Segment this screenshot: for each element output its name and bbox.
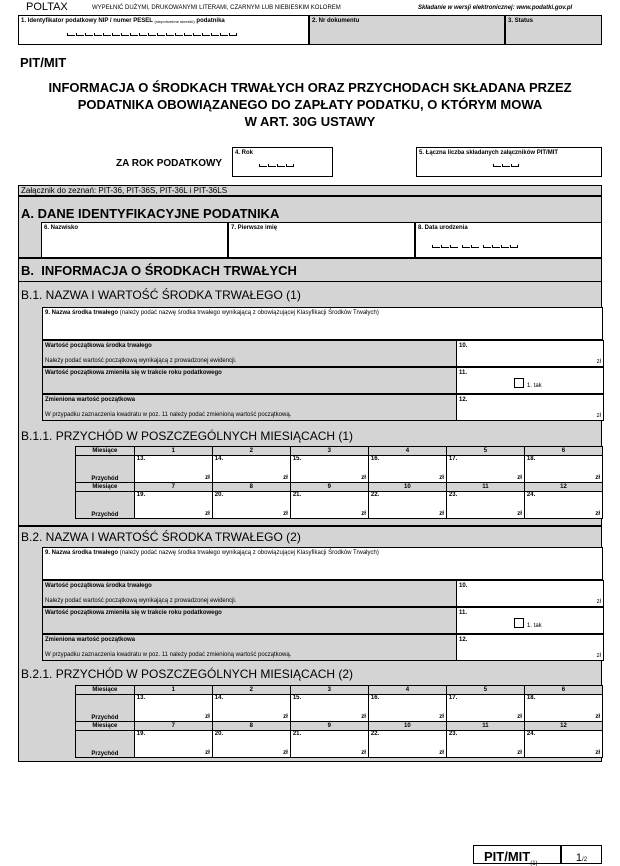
zl: zł xyxy=(361,750,366,756)
asset-1-new-note: W przypadku zaznaczenia kwadratu w poz. 11 należy podać zmienioną wartość początkową. xyxy=(45,412,292,418)
month-header: 12 xyxy=(524,722,602,731)
revenue-cell[interactable] xyxy=(134,492,212,519)
month-header: 4 xyxy=(368,686,446,695)
revenue-cell[interactable] xyxy=(446,695,524,722)
revenue-cell[interactable] xyxy=(212,492,290,519)
zl: zł xyxy=(283,475,288,481)
month-label: Miesiące xyxy=(76,447,135,456)
month-header: 3 xyxy=(290,447,368,456)
zl: zł xyxy=(517,475,522,481)
revenue-cell[interactable] xyxy=(368,456,446,483)
asset-1-changed-value xyxy=(456,367,604,394)
surname-field[interactable] xyxy=(41,222,228,258)
footer-code-sub: (1) xyxy=(530,861,538,866)
birthdate-ticks xyxy=(432,235,519,253)
page-number-box xyxy=(561,845,602,864)
revenue-cell[interactable] xyxy=(212,456,290,483)
asset-2-init-value[interactable] xyxy=(456,580,604,607)
zl: zł xyxy=(205,750,210,756)
zl: zł xyxy=(361,714,366,720)
month-label: Miesiące xyxy=(76,483,135,492)
month-header: 2 xyxy=(212,447,290,456)
month-header: 12 xyxy=(524,483,602,492)
electronic-note: Składanie w wersji elektronicznej: www.podatki.gov.pl xyxy=(418,5,573,11)
zl: zł xyxy=(517,511,522,517)
revenue-num: 21. xyxy=(292,731,302,737)
section-b xyxy=(18,258,602,282)
asset-2-new-label: Zmieniona wartość początkowa xyxy=(45,637,136,643)
month-header: 8 xyxy=(212,722,290,731)
zl: zł xyxy=(439,714,444,720)
revenue-cell[interactable] xyxy=(290,695,368,722)
asset-1-name-note: (należy podać nazwę środka trwałego wynikającą z obowiązującej Klasyfikacji Środków Trwałych) xyxy=(119,310,379,316)
month-header: 10 xyxy=(368,722,446,731)
zl: zł xyxy=(595,475,600,481)
doc-number-label: 2. Nr dokumentu xyxy=(312,18,360,24)
birthdate-label: 8. Data urodzenia xyxy=(418,225,468,231)
form-title xyxy=(20,79,600,130)
brand: POLTAX xyxy=(26,1,68,13)
revenue-num: 16. xyxy=(370,456,380,462)
revenue-label: Przychód xyxy=(76,695,135,722)
revenue-num: 23. xyxy=(448,492,458,498)
attachments-count-label: 5. Łączna liczba składanych załączników PIT/MIT xyxy=(419,150,559,156)
revenue-cell[interactable] xyxy=(446,456,524,483)
nip-label-tail: podatnika xyxy=(196,18,225,24)
month-header: 2 xyxy=(212,686,290,695)
revenue-num: 15. xyxy=(292,695,302,701)
asset-1-n12: 12. xyxy=(459,397,468,403)
revenue-cell[interactable] xyxy=(524,456,602,483)
asset-2-new-note: W przypadku zaznaczenia kwadratu w poz. 11 należy podać zmienioną wartość początkową. xyxy=(45,652,292,658)
revenue-cell[interactable] xyxy=(290,731,368,758)
asset-2-changed-label: Wartość początkowa zmieniła się w trakcie roku podatkowego xyxy=(45,610,222,616)
revenue-num: 24. xyxy=(526,492,536,498)
asset-2-month-table xyxy=(75,685,603,758)
revenue-num: 21. xyxy=(292,492,302,498)
month-label: Miesiące xyxy=(76,686,135,695)
zl: zł xyxy=(595,714,600,720)
zl: zł xyxy=(205,475,210,481)
asset-1-n10: 10. xyxy=(459,343,468,349)
form-code: PIT/MIT xyxy=(20,55,67,70)
title-line-2: PODATNIKA OBOWIĄZANEGO DO ZAPŁATY PODATKU, O KTÓRYM MOWA xyxy=(77,97,543,112)
asset-1-init-note: Należy podać wartość początkową wynikającą z prowadzonej ewidencji. xyxy=(45,358,237,364)
nip-label: 1. Identyfikator podatkowy NIP / numer PESEL xyxy=(21,18,153,24)
revenue-cell[interactable] xyxy=(134,731,212,758)
zl: zł xyxy=(517,750,522,756)
attachment-row xyxy=(18,185,602,196)
asset-2-init-label: Wartość początkowa środka trwałego xyxy=(45,583,152,589)
asset-1-zl-10: zł xyxy=(596,359,601,365)
revenue-cell[interactable] xyxy=(368,492,446,519)
zl: zł xyxy=(439,750,444,756)
doc-number-field xyxy=(309,15,505,45)
revenue-num: 13. xyxy=(136,695,146,701)
month-header: 4 xyxy=(368,447,446,456)
revenue-cell[interactable] xyxy=(524,695,602,722)
month-header: 6 xyxy=(524,686,602,695)
revenue-num: 18. xyxy=(526,695,536,701)
asset-2-changed-checkbox[interactable] xyxy=(514,618,524,628)
status-label: 3. Status xyxy=(508,18,534,24)
revenue-num: 19. xyxy=(136,731,146,737)
revenue-cell[interactable] xyxy=(368,731,446,758)
revenue-num: 24. xyxy=(526,731,536,737)
month-header: 7 xyxy=(134,722,212,731)
section-a-title: A. DANE IDENTYFIKACYJNE PODATNIKA xyxy=(21,206,280,221)
zl: zł xyxy=(283,714,288,720)
asset-2-init-row xyxy=(42,580,603,607)
revenue-cell[interactable] xyxy=(290,456,368,483)
month-header: 11 xyxy=(446,483,524,492)
zl: zł xyxy=(361,511,366,517)
asset-1-init-label: Wartość początkowa środka trwałego xyxy=(45,343,152,349)
revenue-cell[interactable] xyxy=(524,492,602,519)
asset-2-title: B.2. NAZWA I WARTOŚĆ ŚRODKA TRWAŁEGO (2) xyxy=(21,530,301,544)
asset-2-zl-10: zł xyxy=(596,599,601,605)
asset-2-n11: 11. xyxy=(459,610,468,616)
revenue-cell[interactable] xyxy=(368,695,446,722)
year-ticks xyxy=(259,154,295,172)
asset-2-month-title: B.2.1. PRZYCHÓD W POSZCZEGÓLNYCH MIESIĄCACH (2) xyxy=(21,667,354,681)
zl: zł xyxy=(517,714,522,720)
month-header: 6 xyxy=(524,447,602,456)
zl: zł xyxy=(595,750,600,756)
footer-code: PIT/MIT xyxy=(484,849,531,864)
surname-label: 6. Nazwisko xyxy=(44,225,79,231)
month-header: 3 xyxy=(290,686,368,695)
zl: zł xyxy=(595,511,600,517)
asset-1-changed-label: Wartość początkowa zmieniła się w trakcie roku podatkowego xyxy=(45,370,222,376)
revenue-cell[interactable] xyxy=(134,695,212,722)
section-b-letter: B. xyxy=(21,263,34,278)
zl: zł xyxy=(283,750,288,756)
month-label: Miesiące xyxy=(76,722,135,731)
asset-2-name-field[interactable] xyxy=(42,547,603,580)
revenue-num: 13. xyxy=(136,456,146,462)
asset-2-tak: 1. tak xyxy=(527,623,542,629)
asset-2-new-value[interactable] xyxy=(456,634,604,661)
revenue-num: 19. xyxy=(136,492,146,498)
revenue-cell[interactable] xyxy=(134,456,212,483)
asset-2-zl-12: zł xyxy=(596,653,601,659)
asset-1-new-label: Zmieniona wartość początkowa xyxy=(45,397,136,403)
revenue-cell[interactable] xyxy=(212,695,290,722)
birthdate-field[interactable] xyxy=(415,222,602,258)
asset-2-changed-row xyxy=(42,607,603,634)
revenue-label: Przychód xyxy=(76,731,135,758)
nip-note: (niepotrzebne skreślić) xyxy=(154,19,195,24)
asset-2-name-label: 9. Nazwa środka trwałego xyxy=(45,550,119,556)
footer-code-box xyxy=(473,845,561,864)
revenue-num: 18. xyxy=(526,456,536,462)
month-header: 9 xyxy=(290,722,368,731)
month-header: 1 xyxy=(134,447,212,456)
month-header: 1 xyxy=(134,686,212,695)
revenue-num: 20. xyxy=(214,492,224,498)
instructions: WYPEŁNIĆ DUŻYMI, DRUKOWANYMI LITERAMI, CZARNYM LUB NIEBIESKIM KOLOREM xyxy=(92,5,341,11)
revenue-num: 22. xyxy=(370,731,380,737)
nip-field[interactable] xyxy=(18,15,309,45)
asset-1-init-row xyxy=(42,340,603,367)
month-header: 7 xyxy=(134,483,212,492)
asset-2-n10: 10. xyxy=(459,583,468,589)
asset-2-new-row xyxy=(42,634,603,661)
revenue-cell[interactable] xyxy=(446,492,524,519)
year-caption: ZA ROK PODATKOWY xyxy=(116,158,223,169)
asset-block-2 xyxy=(18,526,602,762)
nip-ticks xyxy=(67,23,238,41)
status-field xyxy=(505,15,602,45)
revenue-num: 14. xyxy=(214,456,224,462)
section-b-title: INFORMACJA O ŚRODKACH TRWAŁYCH xyxy=(41,263,297,278)
asset-1-changed-row xyxy=(42,367,603,394)
revenue-num: 20. xyxy=(214,731,224,737)
asset-1-n11: 11. xyxy=(459,370,468,376)
zl: zł xyxy=(439,475,444,481)
month-header: 10 xyxy=(368,483,446,492)
month-header: 8 xyxy=(212,483,290,492)
revenue-num: 17. xyxy=(448,695,458,701)
year-label: 4. Rok xyxy=(235,150,254,156)
revenue-cell[interactable] xyxy=(524,731,602,758)
asset-2-changed-value xyxy=(456,607,604,634)
asset-1-init-value[interactable] xyxy=(456,340,604,367)
asset-1-zl-12: zł xyxy=(596,413,601,419)
first-name-label: 7. Pierwsze imię xyxy=(231,225,278,231)
zl: zł xyxy=(283,511,288,517)
asset-1-title: B.1. NAZWA I WARTOŚĆ ŚRODKA TRWAŁEGO (1) xyxy=(21,288,301,302)
revenue-num: 15. xyxy=(292,456,302,462)
revenue-cell[interactable] xyxy=(290,492,368,519)
asset-1-month-title: B.1.1. PRZYCHÓD W POSZCZEGÓLNYCH MIESIĄCACH (1) xyxy=(21,429,354,443)
asset-2-init-note: Należy podać wartość początkową wynikającą z prowadzonej ewidencji. xyxy=(45,598,237,604)
asset-block-1 xyxy=(18,282,602,526)
revenue-label: Przychód xyxy=(76,492,135,519)
revenue-num: 22. xyxy=(370,492,380,498)
asset-2-n12: 12. xyxy=(459,637,468,643)
asset-1-month-table xyxy=(75,446,603,519)
first-name-field[interactable] xyxy=(228,222,415,258)
asset-1-new-value[interactable] xyxy=(456,394,604,421)
page-of: /2 xyxy=(582,857,588,863)
month-header: 5 xyxy=(446,447,524,456)
zl: zł xyxy=(205,714,210,720)
revenue-cell[interactable] xyxy=(446,731,524,758)
title-line-3: W ART. 30G USTAWY xyxy=(244,114,376,129)
asset-1-name-field[interactable] xyxy=(42,307,603,340)
zl: zł xyxy=(361,475,366,481)
attachments-ticks xyxy=(493,154,520,172)
asset-1-changed-checkbox[interactable] xyxy=(514,378,524,388)
year-field[interactable] xyxy=(232,147,333,177)
attachments-count-field[interactable] xyxy=(416,147,602,177)
asset-1-new-row xyxy=(42,394,603,421)
month-header: 5 xyxy=(446,686,524,695)
asset-2-name-note: (należy podać nazwę środka trwałego wynikającą z obowiązującej Klasyfikacji Środków Trwałych) xyxy=(119,550,379,556)
title-line-1: INFORMACJA O ŚRODKACH TRWAŁYCH ORAZ PRZYCHODACH SKŁADANA PRZEZ xyxy=(48,80,572,95)
asset-1-name-label: 9. Nazwa środka trwałego xyxy=(45,310,119,316)
revenue-cell[interactable] xyxy=(212,731,290,758)
zl: zł xyxy=(439,511,444,517)
zl: zł xyxy=(205,511,210,517)
month-header: 9 xyxy=(290,483,368,492)
revenue-num: 16. xyxy=(370,695,380,701)
revenue-num: 17. xyxy=(448,456,458,462)
attachment-text: Załącznik do zeznań: PIT-36, PIT-36S, PIT-36L i PIT-36LS xyxy=(21,186,228,195)
month-header: 11 xyxy=(446,722,524,731)
revenue-num: 23. xyxy=(448,731,458,737)
revenue-label: Przychód xyxy=(76,456,135,483)
asset-1-tak: 1. tak xyxy=(527,383,542,389)
page-number: 1 xyxy=(575,852,583,864)
revenue-num: 14. xyxy=(214,695,224,701)
